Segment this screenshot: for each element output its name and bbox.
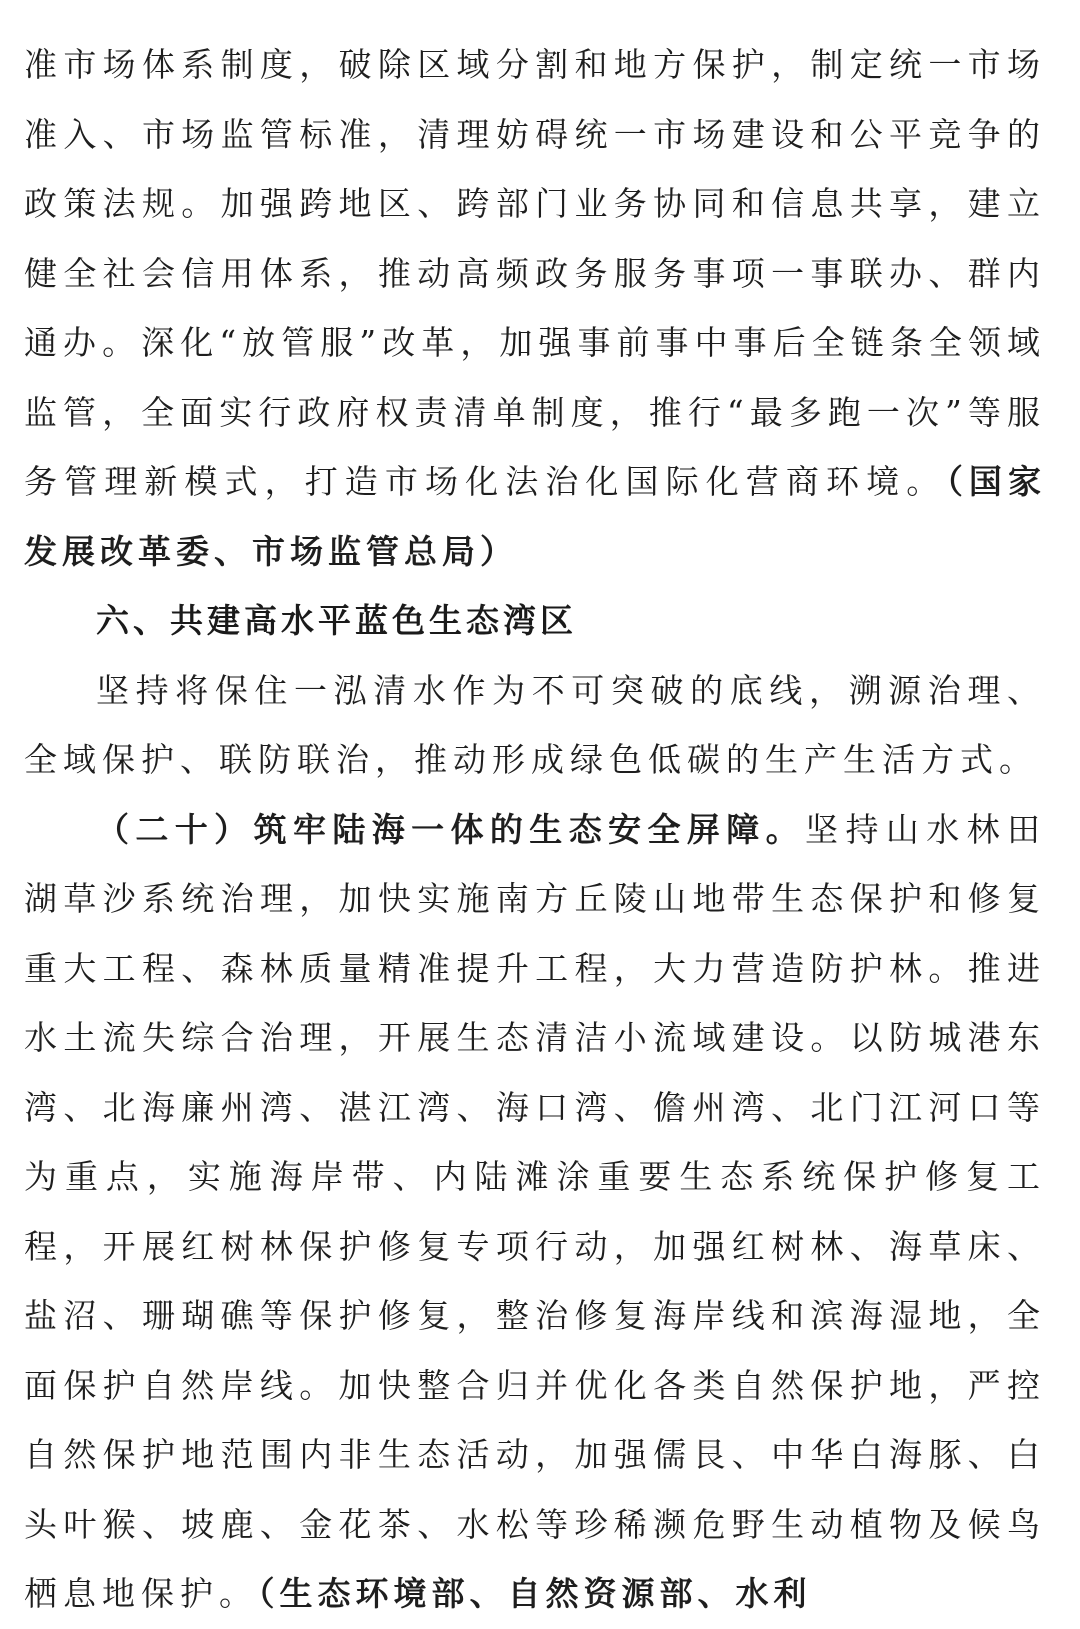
responsible-departments: （生态环境部、自然资源部、水利 [258, 1574, 812, 1613]
document-page [24, 30, 1046, 1629]
paragraph-body: 坚持山水林田湖草沙系统治理，加快实施南方丘陵山地带生态保护和修复重大工程、森林质量精准提升工程，大力营造防护林。推进水土流失综合治理，开展生态清洁小流域建设。以防城港东湾、北海廉州湾、湛江湾、海口湾、儋州湾、北门江河口等为重点，实施海岸带、内陆滩涂重要生态系统保护修复工程，开展红树林保护修复专项行动，加强红树林、海草床、盐沼、珊瑚礁等保护修复，整治修复海岸线和滨海湿地，全面保护自然岸线。加快整合归并优化各类自然保护地，严控自然保护地范围内非生态活动，加强儒艮、中华白海豚、白头叶猴、坡鹿、金花茶、水松等珍稀濒危野生动植物及候鸟栖息地保护。 [24, 809, 1047, 1613]
paragraph-body: 准市场体系制度，破除区域分割和地方保护，制定统一市场准入、市场监管标准，清理妨碍统一市场建设和公平竞争的政策法规。加强跨地区、跨部门业务协同和信息共享，建立健全社会信用体系，推动高频政务服务事项一事联办、群内通办。深化“放管服”改革，加强事前事中事后全链条全领域监管，全面实行政府权责清单制度，推行“最多跑一次”等服务管理新模式，打造市场化法治化国际化营商环境。 [24, 45, 1046, 501]
paragraph-market-system [24, 30, 1046, 586]
subsection-title: （二十）筑牢陆海一体的生态安全屏障。 [96, 809, 806, 849]
paragraph-ecology-intro: 坚持将保住一泓清水作为不可突破的底线，溯源治理、全域保护、联防联治，推动形成绿色低碳的生产生活方式。 [24, 670, 1046, 779]
paragraph-ecological-barrier [24, 795, 1046, 1629]
section-heading: 六、共建高水平蓝色生态湾区 [96, 601, 577, 640]
responsible-departments: （国家发展改革委、市场监管总局） [24, 462, 1047, 571]
